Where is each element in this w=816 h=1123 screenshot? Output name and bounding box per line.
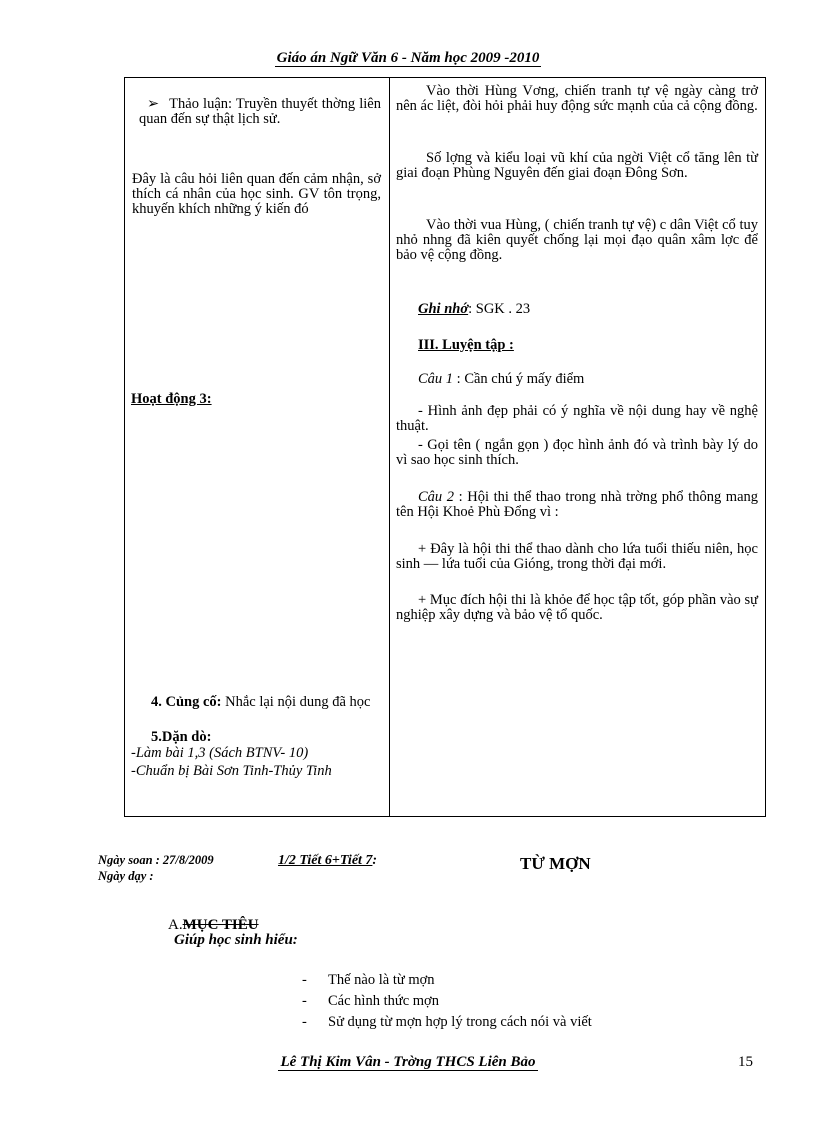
remember-text: : SGK . 23	[468, 301, 531, 317]
period-label	[278, 853, 377, 869]
question-2	[396, 490, 758, 520]
paragraph-2: Số lợng và kiểu loại vũ khí của ngời Việt cổ tăng lên từ giai đoạn Phùng Nguyên đến giai đoạn Đông Sơn.	[396, 150, 758, 181]
homework-item-2: -Chuẩn bị Bài Sơn Tinh-Thủy Tinh	[131, 763, 332, 779]
consolidation-label: 4. Củng cố:	[151, 694, 222, 710]
section-a-title: MỤC TIÊU	[182, 917, 259, 933]
discussion-text: Thảo luận: Truyền thuyết thờng liên quan đến sự thật lịch sử.	[139, 96, 381, 127]
question-2-point-b: + Mục đích hội thi là khỏe để học tập tốt, góp phần vào sự nghiệp xây dựng và bảo vệ tổ quốc.	[396, 592, 758, 623]
question-1-text: : Cần chú ý mấy điểm	[456, 371, 585, 387]
lesson-title: TỪ MỢN	[520, 854, 591, 873]
goal-item: - Thế nào là từ mợn	[302, 970, 592, 991]
remember-label: Ghi nhớ	[418, 301, 469, 317]
homework-item-1: -Làm bài 1,3 (Sách BTNV- 10)	[131, 745, 309, 761]
paragraph-1: Vào thời Hùng Vơng, chiến tranh tự vệ ngày càng trở nên ác liệt, đòi hỏi phải huy động sức mạnh của cả cộng đồng.	[396, 83, 758, 114]
goal-item: - Các hình thức mợn	[302, 991, 592, 1012]
footer-text: Lê Thị Kim Vân - Trờng THCS Liên Bảo	[280, 1054, 536, 1070]
date-taught: Ngày dạy :	[98, 869, 154, 883]
question-2-point-a: + Đây là hội thi thể thao dành cho lứa tuổi thiếu niên, học sinh — lứa tuổi của Gióng, trong thời đại mới.	[396, 541, 758, 572]
goal-intro: Giúp học sinh hiểu:	[174, 932, 298, 948]
question-1	[418, 372, 584, 387]
section-a-prefix: A.	[168, 917, 183, 933]
dash-bullet-icon: -	[302, 972, 307, 988]
header-text: Giáo án Ngữ Văn 6 - Năm học 2009 -2010	[276, 50, 540, 66]
page-header	[0, 50, 816, 67]
question-2-label: Câu 2	[418, 489, 455, 505]
practice-heading: III. Luyện tập :	[418, 337, 514, 353]
paragraph-3: Vào thời vua Hùng, ( chiến tranh tự vệ) c dân Việt cổ tuy nhỏ nhng đã kiên quyết chống lại mọi đạo quân xâm lợc để bảo vệ cộng đồng.	[396, 217, 758, 263]
question-2-text: : Hội thi thể thao trong nhà trờng phổ thông mang tên Hội Khoẻ Phù Đổng vì :	[396, 489, 759, 520]
goal-list	[302, 970, 592, 1033]
remember-line	[418, 302, 530, 317]
dash-bullet-icon: -	[302, 1014, 307, 1030]
goal-item: - Sử dụng từ mợn hợp lý trong cách nói và viết	[302, 1012, 592, 1033]
date-prepared: Ngày soan : 27/8/2009	[98, 853, 214, 867]
question-1-point-a: - Hình ảnh đẹp phải có ý nghĩa về nội dung hay về nghệ thuật.	[396, 403, 758, 434]
activity-3-heading: Hoạt động 3:	[131, 391, 212, 407]
teacher-note: Đây là câu hỏi liên quan đến cảm nhận, sở thích cá nhân của học sinh. GV tôn trọng, khuyến khích những ý kiến đó	[132, 171, 381, 217]
homework-label: 5.Dặn dò:	[151, 729, 212, 745]
consolidation-text: Nhắc lại nội dung đã học	[225, 694, 371, 710]
discussion-note	[139, 97, 381, 127]
consolidation	[139, 695, 375, 710]
period-colon: :	[372, 853, 378, 868]
table-column-divider	[389, 77, 390, 817]
arrow-bullet-icon: ➢	[147, 96, 160, 112]
question-1-label: Câu 1	[418, 371, 454, 387]
page-number: 15	[738, 1054, 753, 1070]
period-text: 1/2 Tiết 6+Tiết 7	[278, 853, 373, 868]
page-footer	[0, 1054, 816, 1071]
question-1-point-b: - Gọi tên ( ngắn gọn ) đọc hình ảnh đó và trình bày lý do vì sao học sinh thích.	[396, 437, 758, 468]
dash-bullet-icon: -	[302, 993, 307, 1009]
